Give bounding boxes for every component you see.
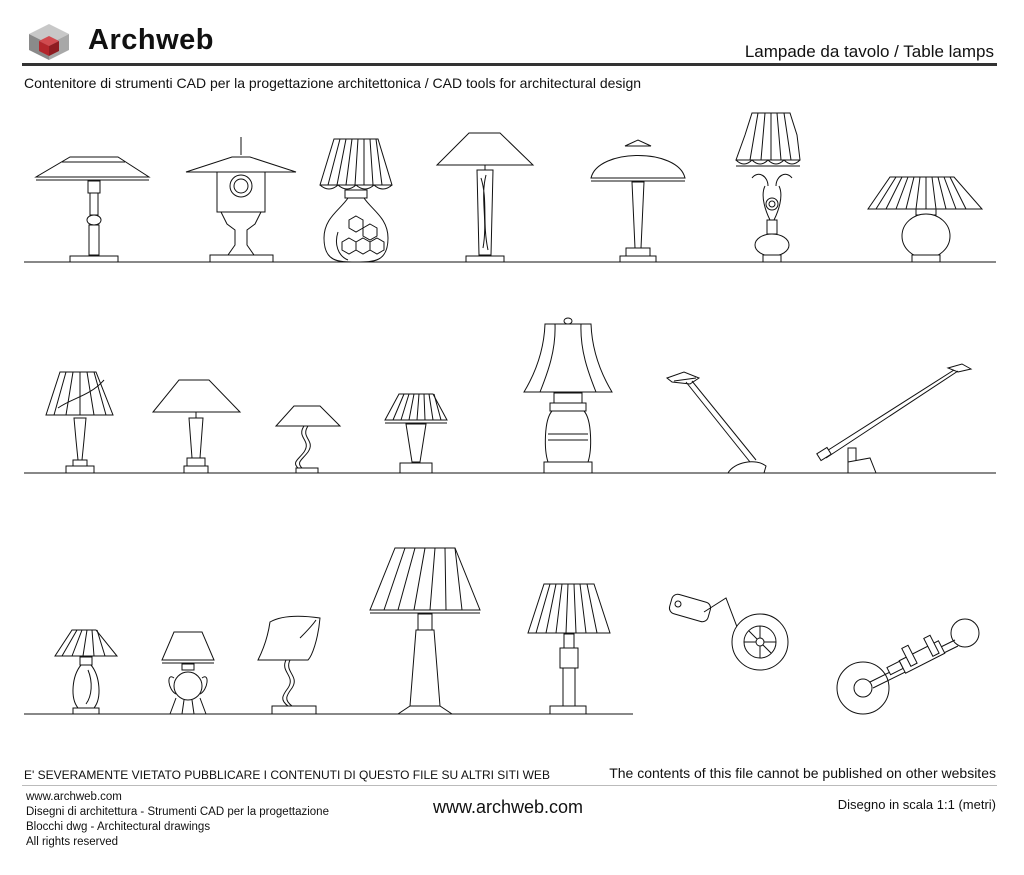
lamp-20-plan — [668, 593, 788, 670]
copyright-notice-english: The contents of this file cannot be published on other websites — [609, 765, 996, 781]
lamp-6 — [736, 113, 800, 262]
footer-website-link[interactable]: www.archweb.com — [26, 791, 122, 803]
footer-line-rights: All rights reserved — [26, 836, 119, 848]
brand-name: Archweb — [88, 24, 214, 56]
lamp-17 — [258, 616, 320, 714]
lamp-11 — [385, 394, 447, 473]
lamp-9 — [153, 380, 240, 473]
footer-line-blocks: Blocchi dwg - Architectural drawings — [26, 821, 211, 833]
lamp-19 — [528, 584, 610, 714]
copyright-notice-italian: E' SEVERAMENTE VIETATO PUBBLICARE I CONTENUTI DI QUESTO FILE SU ALTRI SITI WEB — [24, 768, 550, 782]
lamp-8 — [46, 372, 113, 473]
lamp-16 — [162, 632, 214, 714]
lamp-1 — [36, 157, 149, 262]
lamp-7 — [868, 177, 982, 262]
lamp-3 — [320, 139, 392, 262]
lamp-5 — [591, 140, 685, 262]
lamp-10 — [276, 406, 340, 473]
page-subtitle: Contenitore di strumenti CAD per la progettazione architettonica / CAD tools for architectural design — [24, 75, 642, 91]
lamp-12 — [524, 318, 612, 473]
drawing-scale: Disegno in scala 1:1 (metri) — [837, 797, 996, 812]
lamp-4 — [437, 133, 533, 262]
page-title: Lampade da tavolo / Table lamps — [744, 42, 994, 61]
footer-website[interactable]: www.archweb.com — [433, 797, 584, 817]
footer-line-architecture: Disegni di architettura - Strumenti CAD per la progettazione — [26, 806, 329, 818]
lamp-21-plan — [837, 619, 979, 714]
lamp-2 — [186, 137, 296, 262]
footer-divider — [22, 785, 997, 786]
lamp-14 — [817, 364, 971, 473]
footer-info — [26, 790, 329, 850]
lamp-13 — [667, 372, 766, 473]
lamp-18 — [370, 548, 480, 714]
lamp-15 — [55, 630, 117, 714]
